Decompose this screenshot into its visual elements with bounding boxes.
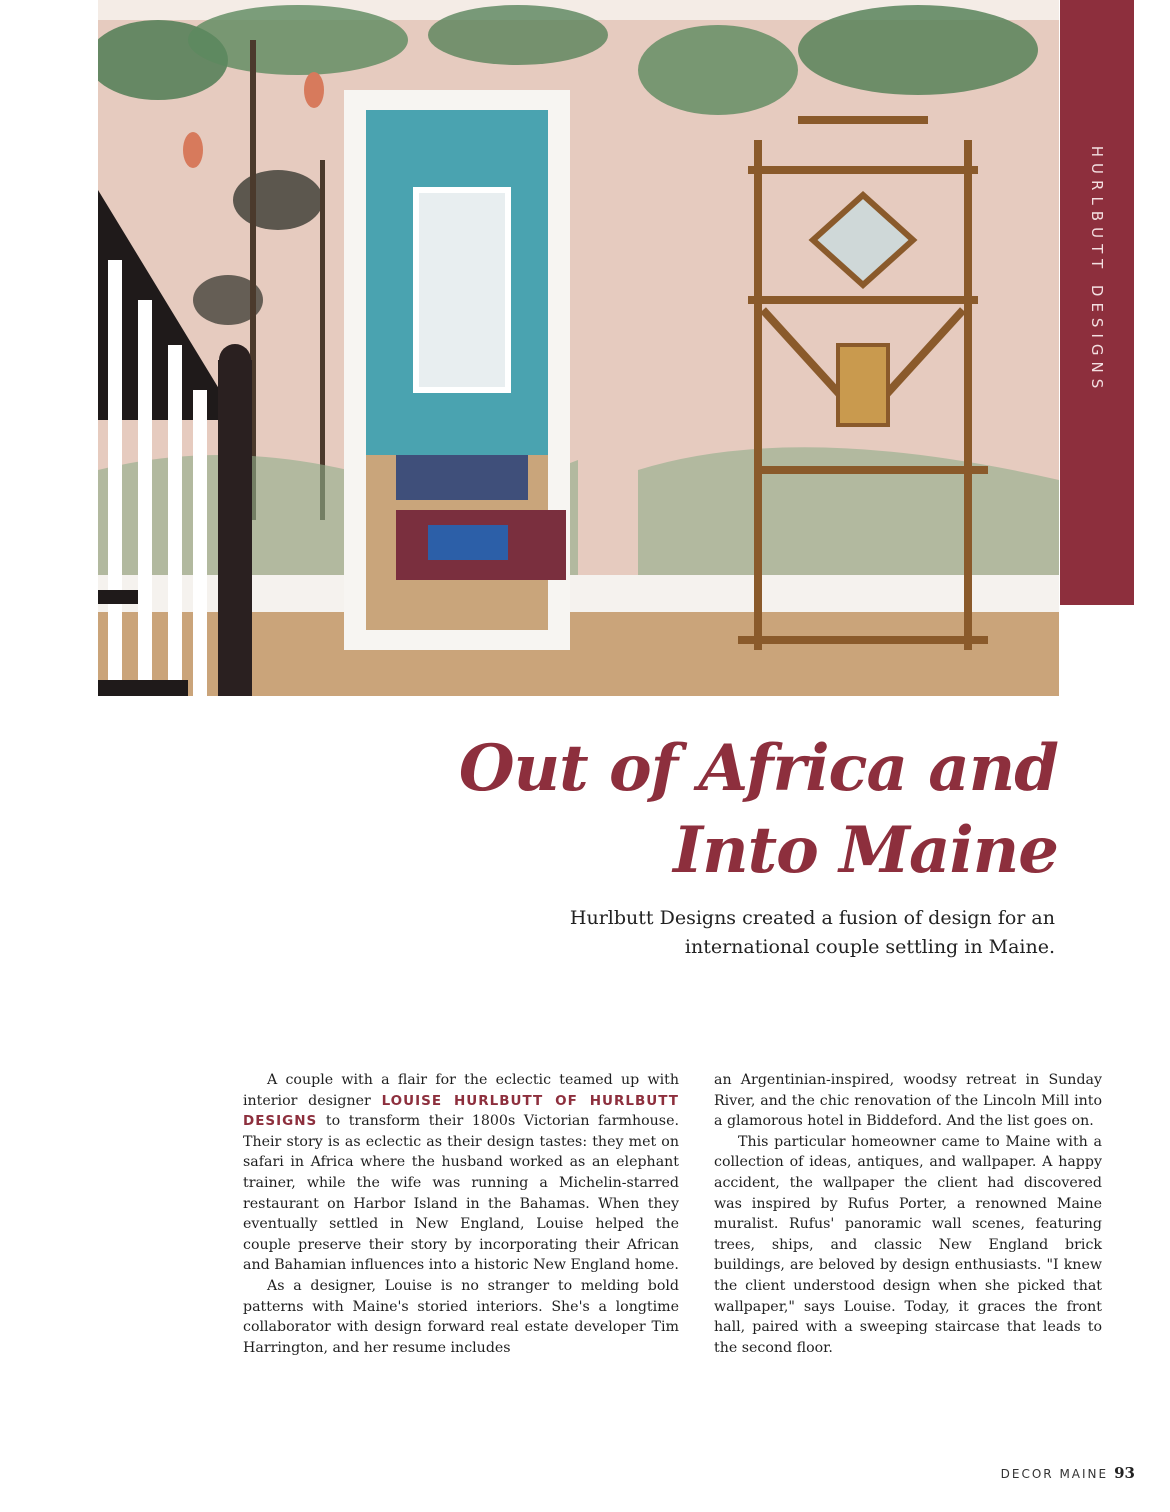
paragraph-text: to transform their 1800s Victorian farmhouse. Their story is as eclectic as their design tastes: they met on safari in Africa where the husband worked as an elephant trainer, while the wife was running a Michelin-starred restaurant on Harbor Island in the Bahamas. When they eventually settled in New England, Louise helped the couple preserve their story by incorporating their African and Bahamian influences into a historic New England home. (243, 1113, 679, 1274)
title-line-1: Out of Africa and (458, 731, 1058, 806)
body-column-2 (714, 1070, 1102, 1358)
title-line-2: Into Maine (673, 813, 1058, 888)
article-subtitle (495, 904, 1055, 962)
designer-name-highlight: LOUISE HURLBUTT OF HURLBUTT DESIGNS (243, 1092, 679, 1130)
paragraph (243, 1070, 679, 1276)
body-column-1 (243, 1070, 679, 1358)
subtitle-line-1: Hurlbutt Designs created a fusion of design for an (569, 907, 1055, 929)
section-tab-label: HURLBUTT DESIGNS (1088, 145, 1106, 395)
article-title (358, 728, 1058, 892)
paragraph: As a designer, Louise is no stranger to melding bold patterns with Maine's storied interiors. She's a longtime collaborator with design forward real estate developer Tim Harrington, and her resume includes (243, 1277, 679, 1356)
page-footer (1001, 1464, 1135, 1482)
magazine-name: DECOR MAINE (1000, 1467, 1109, 1481)
hallway-illustration (98, 0, 1059, 696)
doorway-icon (344, 90, 570, 650)
paragraph: an Argentinian-inspired, woodsy retreat in Sunday River, and the chic renovation of the Lincoln Mill into a glamorous hotel in Biddeford. And the list goes on. (714, 1072, 1102, 1130)
paragraph-text: A couple with a flair for the eclectic teamed up with interior designer (243, 1072, 679, 1109)
page-number: 93 (1114, 1464, 1135, 1482)
section-tab (1060, 0, 1134, 605)
paragraph: This particular homeowner came to Maine with a collection of ideas, antiques, and wallpaper. A happy accident, the wallpaper the client had discovered was inspired by Rufus Porter, a renowned Maine muralist. Rufus' panoramic wall scenes, featuring trees, ships, and classic New England brick buildings, are beloved by design enthusiasts. "I knew the client understood design when she picked that wallpaper," says Louise. Today, it graces the front hall, paired with a sweeping staircase that leads to the second floor. (714, 1133, 1102, 1356)
subtitle-line-2: international couple settling in Maine. (684, 936, 1055, 958)
hero-photo (98, 0, 1059, 696)
